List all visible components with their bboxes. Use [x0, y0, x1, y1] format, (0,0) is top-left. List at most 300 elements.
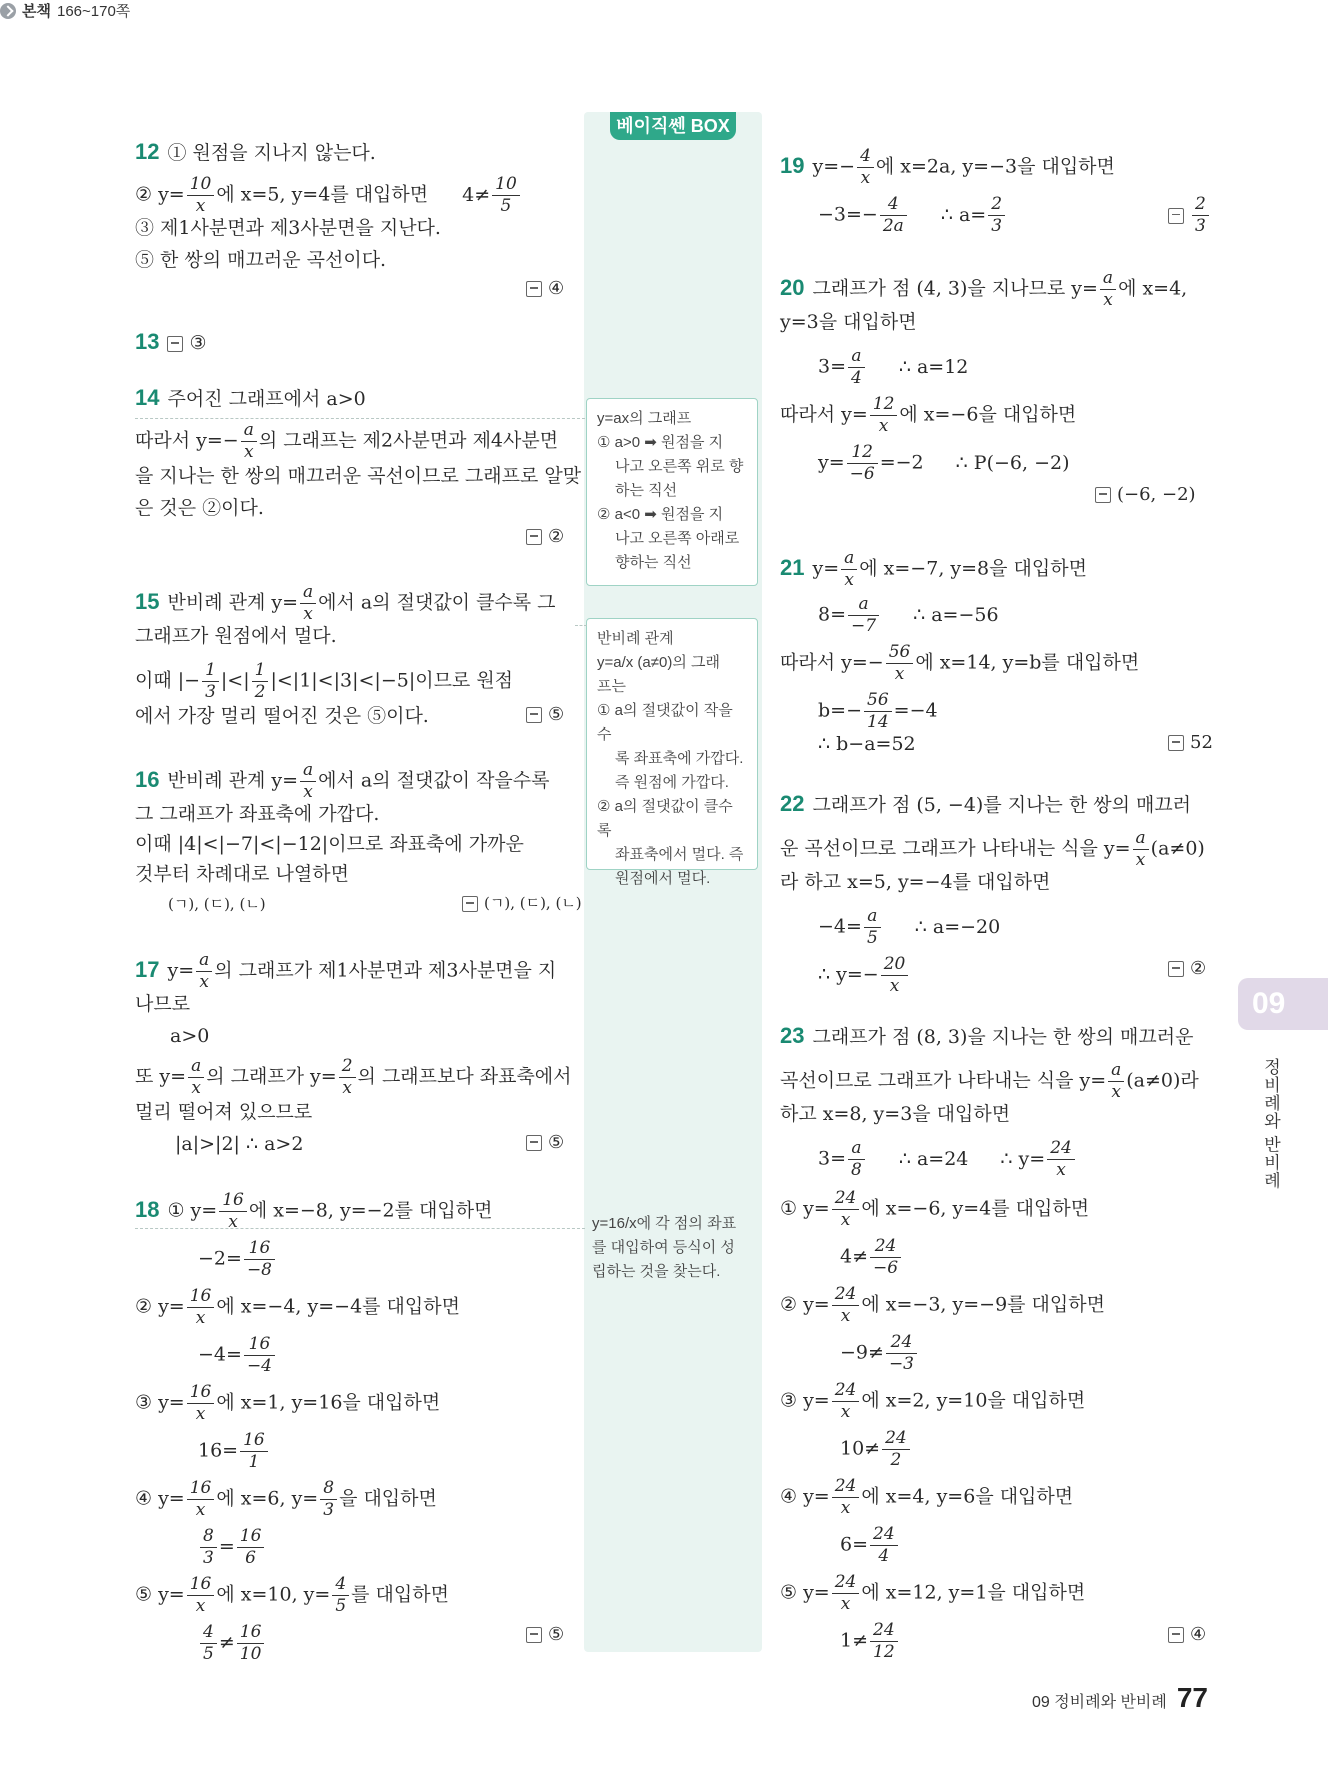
note-line: 하는 직선 [615, 482, 678, 499]
q20-line1 [780, 270, 1187, 309]
fraction [848, 596, 879, 635]
numerator: 16 [187, 1288, 215, 1308]
text: ⑤ y= [135, 1583, 185, 1606]
answer-text: ② [1190, 958, 1207, 979]
denominator: −7 [851, 616, 877, 636]
numerator: 8 [320, 1480, 337, 1500]
q14-line3: 을 지나는 한 쌍의 매끄러운 곡선이므로 그래프로 알맞 [135, 465, 582, 487]
q15-line3 [135, 662, 513, 701]
numerator: 24 [870, 1622, 898, 1642]
answer-icon [167, 336, 183, 352]
text: 에 x=−8, y=−2를 대입하면 [248, 1199, 493, 1222]
numerator: 16 [244, 1336, 275, 1356]
text: 10≠ [840, 1437, 881, 1460]
q18-step3 [135, 1384, 440, 1423]
text: 4≠ [840, 1245, 869, 1268]
text: 주어진 그래프에서 a>0 [167, 388, 366, 410]
numerator: 24 [1047, 1140, 1075, 1160]
note-line: y=ax의 그래프 [597, 410, 692, 427]
text: −2= [198, 1247, 242, 1270]
note-line: 반비례 관계 [597, 630, 674, 647]
fraction [1047, 1140, 1075, 1179]
denominator: x [195, 1596, 206, 1616]
text: 그래프가 점 (8, 3)을 지나는 한 쌍의 매끄러운 [812, 1026, 1194, 1048]
fraction [848, 348, 865, 387]
denominator: x [228, 1212, 238, 1232]
answer-text: ② [548, 526, 565, 547]
answer-icon [526, 529, 542, 545]
fraction [886, 1334, 917, 1373]
text: y= [818, 451, 845, 474]
q20-answer [1095, 484, 1196, 505]
denominator: 5 [500, 196, 512, 216]
text: 4≠ [462, 183, 491, 206]
denominator: 3 [1195, 216, 1206, 236]
denominator: x [195, 1308, 206, 1328]
text: ④ y= [135, 1487, 185, 1510]
denominator: 6 [245, 1548, 256, 1568]
numerator: a [1100, 270, 1116, 290]
denominator: 2 [890, 1450, 902, 1470]
q23-step5 [780, 1574, 1085, 1613]
text: 6= [840, 1533, 869, 1556]
denominator: x [894, 664, 905, 684]
q22-line1 [780, 790, 1191, 819]
book-label: 본책 [22, 3, 51, 20]
text: 에 x=6, y= [216, 1487, 319, 1510]
q14-line4: 은 것은 ②이다. [135, 497, 264, 519]
answer-text: ⑤ [548, 1132, 565, 1153]
numerator: 24 [886, 1334, 917, 1354]
footer-chapter: 09 정비례와 반비례 [1031, 1694, 1167, 1711]
q15-answer [526, 704, 564, 725]
numerator: a [300, 584, 316, 604]
answer-icon [1168, 1627, 1184, 1643]
numerator: 1 [202, 662, 219, 682]
q23-eq3 [840, 1430, 912, 1469]
denominator: x [840, 1210, 851, 1230]
text: 1≠ [840, 1629, 869, 1652]
question-number: 22 [780, 791, 805, 816]
text: ⑤ y= [780, 1581, 830, 1604]
text: 에 x=10, y= [216, 1583, 331, 1606]
denominator: x [860, 168, 871, 188]
answer-text: ⑤ [548, 1624, 565, 1645]
text: 에 x=2a, y=−3을 대입하면 [875, 155, 1115, 178]
q23-eq4 [840, 1526, 900, 1565]
note-line: y=16/x에 각 점의 좌표 [592, 1215, 737, 1232]
fraction [244, 1336, 275, 1375]
numerator: a [864, 908, 881, 928]
question-number: 18 [135, 1196, 160, 1222]
numerator: 24 [870, 1526, 898, 1546]
numerator: 16 [237, 1528, 265, 1548]
q18-eq2 [198, 1336, 277, 1375]
numerator: 20 [881, 956, 909, 976]
chapter-side-label: 정비례와 반비례 [1261, 1058, 1280, 1190]
text: 에 x=14, y=b를 대입하면 [915, 651, 1140, 674]
denominator: x [243, 442, 254, 462]
text: ∴ y= [1000, 1147, 1046, 1170]
fraction [202, 662, 219, 701]
denominator: 5 [866, 928, 878, 948]
text: 따라서 y= [780, 403, 868, 426]
q23-eq2 [840, 1334, 919, 1373]
text: (a≠0) [1150, 837, 1205, 860]
denominator: 2 [254, 682, 266, 702]
fraction [886, 644, 914, 683]
q23-line3: 하고 x=8, y=3을 대입하면 [780, 1103, 1011, 1125]
text: ∴ a=12 [898, 355, 969, 378]
note-inverse-graph [586, 618, 758, 887]
note-line: ① a>0 ➡ 원점을 지 [597, 434, 724, 451]
answer-icon [1095, 487, 1111, 503]
q17-line4 [135, 1058, 572, 1097]
numerator: 16 [187, 1480, 215, 1500]
text: ∴ a=24 [898, 1147, 969, 1170]
text: = [218, 1535, 235, 1558]
answer-text: ③ [189, 332, 207, 354]
q22-line2 [780, 830, 1205, 869]
text: ∴ P(−6, −2) [955, 451, 1070, 474]
denominator: 3 [991, 216, 1003, 236]
fraction [870, 396, 898, 435]
q18-step1 [135, 1192, 492, 1231]
chapter-tab[interactable]: 09 [1238, 978, 1328, 1030]
note-line: 향하는 직선 [615, 554, 692, 571]
connector-line [575, 625, 587, 626]
note-line: 록 좌표축에 가깝다. [615, 750, 744, 767]
text: 에 x=12, y=1을 대입하면 [861, 1581, 1086, 1604]
denominator: x [195, 1404, 206, 1424]
q17-line6: |a|>|2| ∴ a>2 [175, 1133, 304, 1155]
q20-line3 [818, 348, 968, 387]
text: =−4 [893, 699, 938, 722]
denominator: x [878, 416, 889, 436]
text: 반비례 관계 y= [167, 591, 298, 614]
connector-line [135, 418, 585, 419]
text: 따라서 y=− [780, 651, 884, 674]
text: 에서 a의 절댓값이 클수록 그 [318, 591, 556, 614]
note-line: 를 대입하여 등식이 성 [592, 1239, 735, 1256]
q12-line3: ③ 제1사분면과 제3사분면을 지난다. [135, 217, 441, 239]
denominator: 5 [203, 1644, 214, 1664]
note-line: ② a의 절댓값이 클수록 [597, 798, 733, 839]
text: 에 x=2, y=10을 대입하면 [861, 1389, 1086, 1412]
answer-icon [526, 1627, 542, 1643]
denominator: x [889, 976, 900, 996]
text: −4= [818, 915, 862, 938]
note-line: ① a의 절댓값이 작을수 [597, 702, 733, 743]
fraction [988, 196, 1005, 235]
denominator: −3 [888, 1354, 914, 1374]
fraction [1133, 830, 1149, 869]
denominator: 4 [878, 1546, 890, 1566]
text: 을 대입하면 [339, 1487, 437, 1510]
denominator: x [1056, 1160, 1066, 1180]
q18-eq5 [198, 1624, 266, 1663]
q14-answer [526, 526, 564, 547]
fraction [870, 1526, 898, 1565]
text: 에 x=4, y=6을 대입하면 [861, 1485, 1074, 1508]
text: ① y= [167, 1199, 218, 1222]
q17-line2: 나므로 [135, 993, 191, 1015]
q23-step4 [780, 1478, 1073, 1517]
q18-step4 [135, 1480, 437, 1519]
denominator: −8 [246, 1260, 272, 1280]
denominator: x [840, 1594, 851, 1614]
answer-icon [526, 1135, 542, 1151]
text: 따라서 y=− [135, 429, 239, 452]
fraction [1108, 1062, 1124, 1101]
numerator: 24 [882, 1430, 910, 1450]
denominator: 12 [873, 1642, 895, 1662]
q13-line [135, 328, 207, 357]
q23-eq1 [840, 1238, 903, 1277]
fraction [832, 1382, 860, 1421]
numerator: 12 [847, 444, 878, 464]
fraction [219, 1192, 247, 1231]
q15-line1 [135, 584, 556, 623]
q20-line2: y=3을 대입하면 [780, 311, 917, 333]
fraction [870, 1238, 901, 1277]
numerator: a [1133, 830, 1149, 850]
text: y= [812, 557, 840, 580]
text: y= [167, 959, 195, 982]
q18-answer [526, 1624, 564, 1645]
denominator: x [1103, 290, 1113, 310]
text: 이때 |− [135, 669, 201, 692]
q12-line1 [135, 138, 376, 167]
numerator: 16 [240, 1432, 268, 1452]
fraction [841, 550, 857, 589]
question-number: 20 [780, 274, 805, 300]
q22-answer [1168, 958, 1206, 979]
denominator: 3 [203, 1548, 214, 1568]
numerator: 4 [200, 1624, 217, 1644]
answer-text: (−6, −2) [1117, 484, 1196, 505]
denominator: x [844, 570, 854, 590]
fraction [864, 692, 892, 731]
answer-icon [1168, 208, 1184, 224]
denominator: 10 [239, 1644, 262, 1664]
q16-line3: 이때 |4|<|−7|<|−12|이므로 좌표축에 가까운 [135, 833, 524, 855]
numerator: a [848, 1140, 865, 1160]
denominator: x [840, 1306, 851, 1326]
q16-line2: 그 그래프가 좌표축에 가깝다. [135, 803, 380, 825]
fraction [870, 1622, 898, 1661]
note-substitute [592, 1212, 762, 1284]
q12-answer [526, 278, 564, 299]
denominator: x [191, 1078, 201, 1098]
question-number: 15 [135, 588, 160, 614]
text: −9≠ [840, 1341, 884, 1364]
question-number: 19 [780, 152, 805, 178]
question-number: 21 [780, 554, 805, 580]
q14-line2 [135, 422, 558, 461]
note-line: 프는 [597, 678, 626, 695]
note-line: 좌표축에서 멀다. 즉 [615, 846, 744, 863]
numerator: a [196, 952, 212, 972]
q21-line2 [818, 596, 999, 635]
fraction [244, 1240, 275, 1279]
fraction [187, 1480, 215, 1519]
fraction [847, 444, 878, 483]
denominator: −6 [849, 464, 875, 484]
numerator: 16 [219, 1192, 247, 1212]
answer-icon [526, 707, 542, 723]
text: y=− [812, 155, 856, 178]
denominator: x [342, 1078, 352, 1098]
numerator: a [848, 596, 879, 616]
page-range: 166~170쪽 [56, 3, 131, 20]
q18-eq1 [198, 1240, 277, 1279]
text: (a≠0)라 [1126, 1069, 1199, 1092]
numerator: a [188, 1058, 204, 1078]
fraction [1192, 196, 1209, 235]
answer-icon [526, 281, 542, 297]
numerator: a [1108, 1062, 1124, 1082]
page-footer [1032, 1682, 1208, 1714]
numerator: 2 [988, 196, 1005, 216]
note-line: 립하는 것을 찾는다. [592, 1263, 721, 1280]
q14-line1 [135, 384, 366, 413]
numerator: 16 [187, 1384, 215, 1404]
q20-line5 [818, 444, 1070, 483]
denominator: x [199, 972, 209, 992]
answer-text: ④ [1190, 1624, 1207, 1645]
question-number: 23 [780, 1023, 805, 1048]
denominator: 3 [323, 1500, 335, 1520]
numerator: 2 [1192, 196, 1209, 216]
fraction [240, 1432, 268, 1471]
numerator: 56 [864, 692, 892, 712]
page-reference [0, 0, 1328, 21]
text: ∴ a=−56 [913, 603, 999, 626]
text: b=− [818, 699, 863, 722]
note-line: 즉 원점에 가깝다. [615, 774, 729, 791]
answer-text: 52 [1190, 732, 1213, 753]
q12-line2 [135, 176, 522, 215]
fraction [200, 1624, 217, 1663]
text: −4= [198, 1343, 242, 1366]
text: ∴ a=−20 [914, 915, 1001, 938]
text: 에서 a의 절댓값이 작을수록 [318, 769, 550, 792]
answer-text: ⑤ [548, 704, 565, 725]
text: 에 x=5, y=4를 대입하면 [216, 183, 429, 206]
note-line: ② a<0 ➡ 원점을 지 [597, 506, 724, 523]
denominator: 1 [248, 1452, 260, 1472]
fraction [832, 1286, 860, 1325]
fraction [200, 1528, 217, 1567]
answer-icon [1168, 961, 1184, 977]
numerator: 16 [237, 1624, 265, 1644]
text: 16= [198, 1439, 239, 1462]
denominator: 14 [867, 712, 889, 732]
q18-step5 [135, 1576, 449, 1615]
note-line: 나고 오른쪽 아래로 [615, 530, 740, 547]
numerator: 4 [880, 196, 907, 216]
text: 3= [818, 355, 847, 378]
numerator: a [241, 422, 257, 442]
q23-step2 [780, 1286, 1105, 1325]
denominator: 4 [851, 368, 862, 388]
text: ④ y= [780, 1485, 830, 1508]
question-number: 17 [135, 956, 160, 982]
q17-line5: 멀리 떨어져 있으므로 [135, 1101, 313, 1123]
question-number: 12 [135, 139, 160, 164]
text: ∴ y=− [818, 963, 879, 986]
text: ≠ [218, 1631, 235, 1654]
fraction [332, 1576, 349, 1615]
text: ③ y= [135, 1391, 185, 1414]
numerator: 24 [832, 1286, 860, 1306]
denominator: x [303, 782, 313, 802]
q16-line4: 것부터 차례대로 나열하면 [135, 863, 349, 885]
text: ② y= [135, 1295, 185, 1318]
denominator: 2a [882, 216, 904, 236]
numerator: 4 [332, 1576, 349, 1596]
denominator: 8 [851, 1160, 862, 1180]
text: 반비례 관계 y= [167, 769, 298, 792]
denominator: x [1111, 1082, 1121, 1102]
fraction [187, 176, 215, 215]
fraction [882, 1430, 910, 1469]
q18-eq3 [198, 1432, 270, 1471]
text: |<|1|<|3|<|−5|이므로 원점 [270, 669, 514, 692]
q16-line5: (ㄱ), (ㄷ), (ㄴ) [168, 895, 266, 913]
question-number: 16 [135, 766, 160, 792]
q21-line5: ∴ b−a=52 [818, 733, 916, 755]
denominator: x [840, 1402, 851, 1422]
q19-line1 [780, 148, 1115, 187]
numerator: 10 [492, 176, 520, 196]
fraction [237, 1624, 265, 1663]
denominator: x [840, 1498, 851, 1518]
answer-icon [462, 896, 478, 912]
denominator: −6 [873, 1258, 899, 1278]
text: 에 x=−6을 대입하면 [899, 403, 1077, 426]
q23-step1 [780, 1190, 1089, 1229]
numerator: 56 [886, 644, 914, 664]
fraction [848, 1140, 865, 1179]
denominator: x [303, 604, 313, 624]
numerator: 24 [832, 1478, 860, 1498]
text: 에 x=1, y=16을 대입하면 [216, 1391, 441, 1414]
q23-step3 [780, 1382, 1085, 1421]
fraction [492, 176, 520, 215]
text: 의 그래프가 제1사분면과 제3사분면을 지 [214, 959, 557, 982]
q12-line4: ⑤ 한 쌍의 매끄러운 곡선이다. [135, 249, 387, 271]
q17-answer [526, 1132, 564, 1153]
numerator: a [848, 348, 865, 368]
text: ② y= [780, 1293, 830, 1316]
text: 의 그래프는 제2사분면과 제4사분면 [258, 429, 559, 452]
text: ① 원점을 지나지 않는다. [167, 142, 376, 164]
q22-line4 [818, 908, 1000, 947]
q23-eq5 [840, 1622, 900, 1661]
question-number: 14 [135, 385, 160, 410]
numerator: 10 [187, 176, 215, 196]
text: ② y= [135, 183, 185, 206]
fraction [252, 662, 269, 701]
denominator: 3 [205, 682, 216, 702]
question-number: 13 [135, 329, 160, 354]
text: 3= [818, 1147, 847, 1170]
denominator: x [195, 1500, 206, 1520]
numerator: 12 [870, 396, 898, 416]
text: 8= [818, 603, 847, 626]
